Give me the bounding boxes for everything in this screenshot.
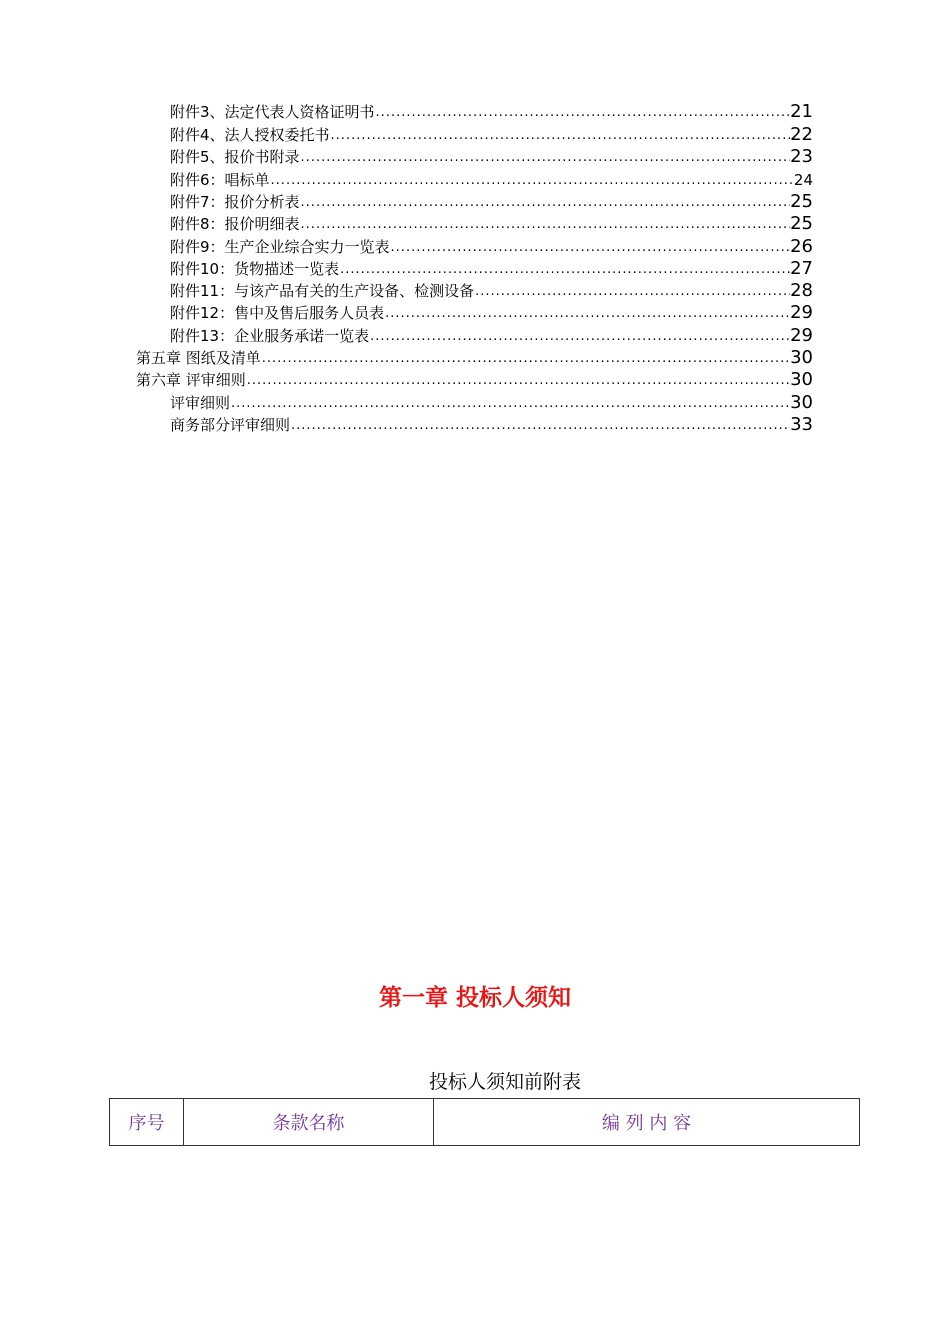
toc-entry-attachment-10[interactable]	[170, 258, 813, 280]
toc-entry-evaluation-rules[interactable]	[170, 392, 813, 414]
chapter-title: 第一章 投标人须知	[378, 985, 571, 1011]
toc-entry-chapter-5[interactable]	[136, 347, 813, 369]
toc-leader-dots	[330, 126, 791, 146]
toc-entry-label: 附件11：与该产品有关的生产设备、检测设备	[170, 282, 475, 300]
toc-leader-dots	[369, 327, 790, 347]
toc-entry-label: 第五章 图纸及清单	[136, 349, 261, 367]
toc-page-number: 29	[790, 325, 813, 346]
toc-leader-dots	[474, 282, 790, 302]
toc-entry-label: 附件10：货物描述一览表	[170, 260, 340, 278]
toc-leader-dots	[390, 238, 791, 258]
toc-leader-dots	[375, 103, 791, 123]
toc-leader-dots	[300, 193, 791, 213]
toc-page-number: 28	[790, 280, 813, 301]
toc-entry-chapter-6[interactable]	[136, 369, 813, 391]
toc-page-number: 23	[790, 146, 813, 167]
toc-entry-attachment-9[interactable]	[170, 236, 813, 258]
toc-page-number: 30	[790, 347, 813, 368]
toc-entry-label: 附件9：生产企业综合实力一览表	[170, 238, 390, 256]
toc-entry-label: 商务部分评审细则	[170, 416, 291, 434]
toc-entry-attachment-11[interactable]	[170, 280, 813, 302]
toc-entry-label: 附件4、法人授权委托书	[170, 126, 330, 144]
toc-entry-attachment-8[interactable]	[170, 213, 813, 235]
toc-page-number: 27	[790, 258, 813, 279]
toc-entry-attachment-6[interactable]	[170, 169, 813, 191]
toc-leader-dots	[300, 148, 791, 168]
toc-leader-dots	[261, 349, 790, 369]
toc-entry-label: 评审细则	[170, 394, 231, 412]
toc-leader-dots	[246, 371, 790, 391]
toc-entry-label: 附件12：售中及售后服务人员表	[170, 304, 385, 322]
toc-page-number: 30	[790, 369, 813, 390]
column-header-clause-name: 条款名称	[184, 1099, 434, 1146]
toc-page-number: 21	[790, 101, 813, 122]
toc-entry-attachment-13[interactable]	[170, 325, 813, 347]
toc-page-number: 33	[790, 414, 813, 435]
toc-leader-dots	[339, 260, 790, 280]
column-header-serial: 序号	[110, 1099, 184, 1146]
toc-entry-business-evaluation-rules[interactable]	[170, 414, 813, 436]
table-caption: 投标人须知前附表	[428, 1071, 581, 1093]
toc-page-number: 22	[790, 124, 813, 145]
toc-entry-label: 第六章 评审细则	[136, 371, 246, 389]
toc-leader-dots	[290, 416, 790, 436]
toc-page-number: 25	[790, 191, 813, 212]
toc-leader-dots	[300, 215, 791, 235]
toc-page-number: 29	[790, 302, 813, 323]
bidder-instructions-table	[109, 1098, 860, 1146]
toc-page-number: 24	[793, 171, 813, 189]
toc-leader-dots	[270, 171, 794, 191]
toc-entry-attachment-5[interactable]	[170, 146, 813, 168]
table-header-row	[110, 1099, 860, 1146]
toc-page-number: 30	[790, 392, 813, 413]
toc-entry-label: 附件7：报价分析表	[170, 193, 300, 211]
toc-entry-label: 附件13：企业服务承诺一览表	[170, 327, 370, 345]
toc-entry-label: 附件5、报价书附录	[170, 148, 300, 166]
column-header-content: 编 列 内 容	[434, 1099, 860, 1146]
toc-entry-label: 附件8：报价明细表	[170, 215, 300, 233]
toc-entry-attachment-3[interactable]	[170, 101, 813, 123]
toc-page-number: 26	[790, 236, 813, 257]
toc-entry-attachment-4[interactable]	[170, 124, 813, 146]
toc-entry-label: 附件3、法定代表人资格证明书	[170, 103, 375, 121]
toc-entry-label: 附件6：唱标单	[170, 171, 270, 189]
toc-leader-dots	[384, 304, 790, 324]
toc-page-number: 25	[790, 213, 813, 234]
toc-entry-attachment-12[interactable]	[170, 302, 813, 324]
toc-entry-attachment-7[interactable]	[170, 191, 813, 213]
toc-leader-dots	[230, 394, 790, 414]
